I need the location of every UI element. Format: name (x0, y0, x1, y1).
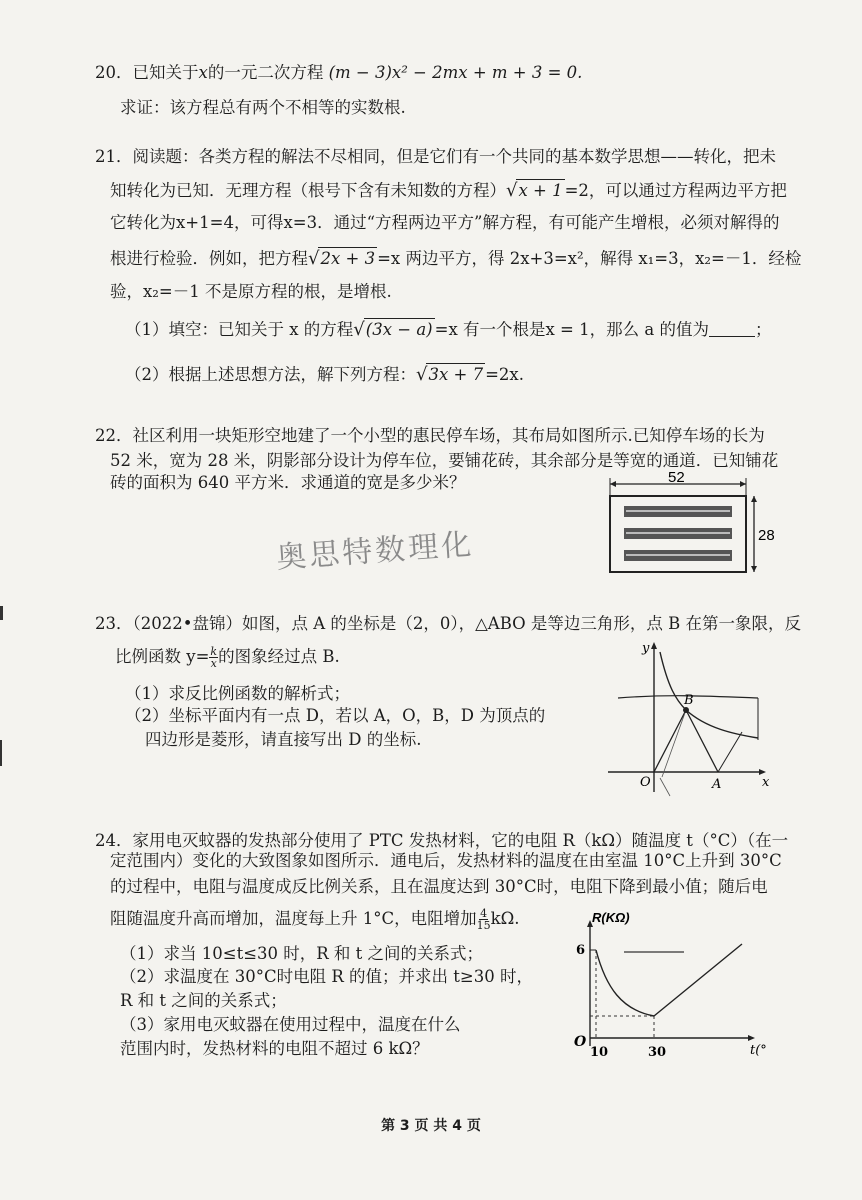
fig-y-label: y (642, 641, 650, 656)
answer-blank[interactable] (709, 322, 755, 337)
q23-frac-num: k (210, 645, 218, 658)
hyperbola-curve (660, 652, 758, 738)
q20-var-x: x (198, 63, 208, 82)
q23-line1: 23．（2022•盘锦）如图，点 A 的坐标是（2，0），△ABO 是等边三角形，点 B 在第一象限，反 (95, 614, 802, 633)
q21-radical-2: 2x + 3 (320, 249, 376, 268)
q24-line4 (110, 908, 520, 931)
q21-line1: 21．阅读题：各类方程的解法不尽相同，但是它们有一个共同的基本数学思想——转化，把未 (95, 147, 776, 166)
graph-t-label: t(° (750, 1043, 767, 1058)
q23-coordinate-figure (598, 632, 784, 800)
q21-part1-b: =x 有一个根是x = 1，那么 a 的值为 (434, 320, 709, 339)
fig-point-b: B (684, 693, 694, 708)
scan-margin-mark (0, 606, 3, 620)
fig-width-label: 52 (668, 469, 685, 486)
linear-segment (654, 944, 742, 1016)
q21-radical-1: x + 1 (518, 181, 563, 200)
q20-equation: (m − 3)x² − 2mx + m + 3 = 0. (328, 63, 583, 82)
q21-part1-a: （1）填空：已知关于 x 的方程 (125, 320, 354, 339)
parking-lot-figure (598, 469, 778, 582)
q24-line3: 的过程中，电阻与温度成反比例关系，且在温度达到 30°C时，电阻下降到最小值；随后电 (110, 877, 768, 896)
q21-line2: 知转化为已知．无理方程（根号下含有未知数的方程）√x + 1 =2，可以通过方程两边平方把 (110, 180, 787, 201)
graph-ten-label: 10 (590, 1045, 609, 1060)
q23-part2: （2）坐标平面内有一点 D，若以 A，O，B，D 为顶点的 (125, 706, 546, 725)
q23-line2-b: 的图象经过点 B. (218, 647, 340, 666)
q21-radical-4: 3x + 7 (428, 365, 484, 384)
q24-part2: （2）求温度在 30°C时电阻 R 的值；并求出 t≥30 时， (120, 967, 533, 986)
q21-part2: （2）根据上述思想方法，解下列方程：√3x + 7 =2x. (125, 364, 524, 385)
graph-origin-label: O (574, 1034, 587, 1050)
q21-part2-a: （2）根据上述思想方法，解下列方程： (125, 365, 416, 384)
q23-part1: （1）求反比例函数的解析式； (125, 684, 350, 703)
q24-frac-num: 4 (480, 907, 488, 920)
q21-line2-b: =2，可以通过方程两边平方把 (564, 181, 787, 200)
q24-part2-cont: R 和 t 之间的关系式； (120, 991, 287, 1010)
q22-line2: 52 米，宽为 28 米，阴影部分设计为停车位，要铺花砖，其余部分是等宽的通道．已知铺花 (110, 451, 779, 470)
q23-line2 (115, 646, 340, 669)
q21-line4-b: =x 两边平方，得 2x+3=x²，解得 x₁=3，x₂=－1．经检 (377, 249, 802, 268)
q21-radical-3: (3x − a) (365, 320, 433, 339)
q23-part2-cont: 四边形是菱形，请直接写出 D 的坐标. (145, 730, 422, 749)
fig-height-label: 28 (758, 527, 775, 544)
q24-part3-cont: 范围内时，发热材料的电阻不超过 6 kΩ？ (120, 1039, 429, 1058)
q20-line2: 求证：该方程总有两个不相等的实数根. (120, 98, 406, 117)
q23-frac-den: x (210, 657, 217, 670)
q20-suffix: 的一元二次方程 (207, 63, 324, 82)
q21-line3: 它转化为x+1=4，可得x=3．通过“方程两边平方”解方程，有可能产生增根，必须对解得的 (110, 213, 780, 232)
q21-part1-end: ； (754, 320, 772, 339)
watermark: 奥思特数理化 (275, 527, 476, 576)
q23-line2-a: 比例函数 y= (115, 647, 210, 666)
q21-line4: 根进行检验．例如，把方程√2x + 3 =x 两边平方，得 2x+3=x²，解得 x₁=3，x₂=－1．经检 (110, 248, 802, 269)
q24-line2: 定范围内）变化的大致图象如图所示．通电后，发热材料的温度在由室温 10°C上升到 30°C (110, 851, 782, 870)
fig-point-a: A (712, 777, 722, 792)
graph-six-label: 6 (576, 943, 586, 958)
q24-line1: 24．家用电灭蚊器的发热部分使用了 PTC 发热材料，它的电阻 R（kΩ）随温度 t（°C）（在一 (95, 831, 789, 850)
q24-frac-den: 15 (476, 919, 491, 932)
q24-part3: （3）家用电灭蚊器在使用过程中，温度在什么 (120, 1015, 461, 1034)
q21-line5: 验，x₂=－1 不是原方程的根，是增根. (110, 282, 392, 301)
graph-r-label: R(KΩ) (592, 910, 630, 925)
q21-line4-a: 根进行检验．例如，把方程 (110, 249, 308, 268)
q22-line3: 砖的面积为 640 平方米．求通道的宽是多少米？ (110, 473, 466, 492)
page-footer: 第 3 页 共 4 页 (381, 1118, 481, 1134)
q20-prefix: 20．已知关于 (95, 63, 199, 82)
inverse-curve (596, 950, 654, 1016)
scan-margin-mark (0, 740, 2, 766)
fig-x-label: x (762, 775, 770, 790)
q22-line1: 22．社区利用一块矩形空地建了一个小型的惠民停车场，其布局如图所示.已知停车场的长为 (95, 426, 765, 445)
graph-thirty-label: 30 (648, 1045, 667, 1060)
q21-part1: （1）填空：已知关于 x 的方程√(3x − a) =x 有一个根是x = 1，那么 a 的值为 ； (125, 319, 772, 340)
q24-line4-b: kΩ. (490, 909, 520, 928)
q24-part1: （1）求当 10≤t≤30 时，R 和 t 之间的关系式； (120, 944, 484, 963)
q24-line4-a: 阻随温度升高而增加，温度每上升 1°C，电阻增加 (110, 909, 477, 928)
fig-origin-label: O (640, 775, 651, 790)
q20-line1 (95, 62, 582, 84)
triangle-abo (654, 710, 718, 772)
q21-line2-a: 知转化为已知．无理方程（根号下含有未知数的方程） (110, 181, 506, 200)
q21-part2-b: =2x. (485, 365, 524, 384)
q24-resistance-graph (562, 908, 782, 1066)
